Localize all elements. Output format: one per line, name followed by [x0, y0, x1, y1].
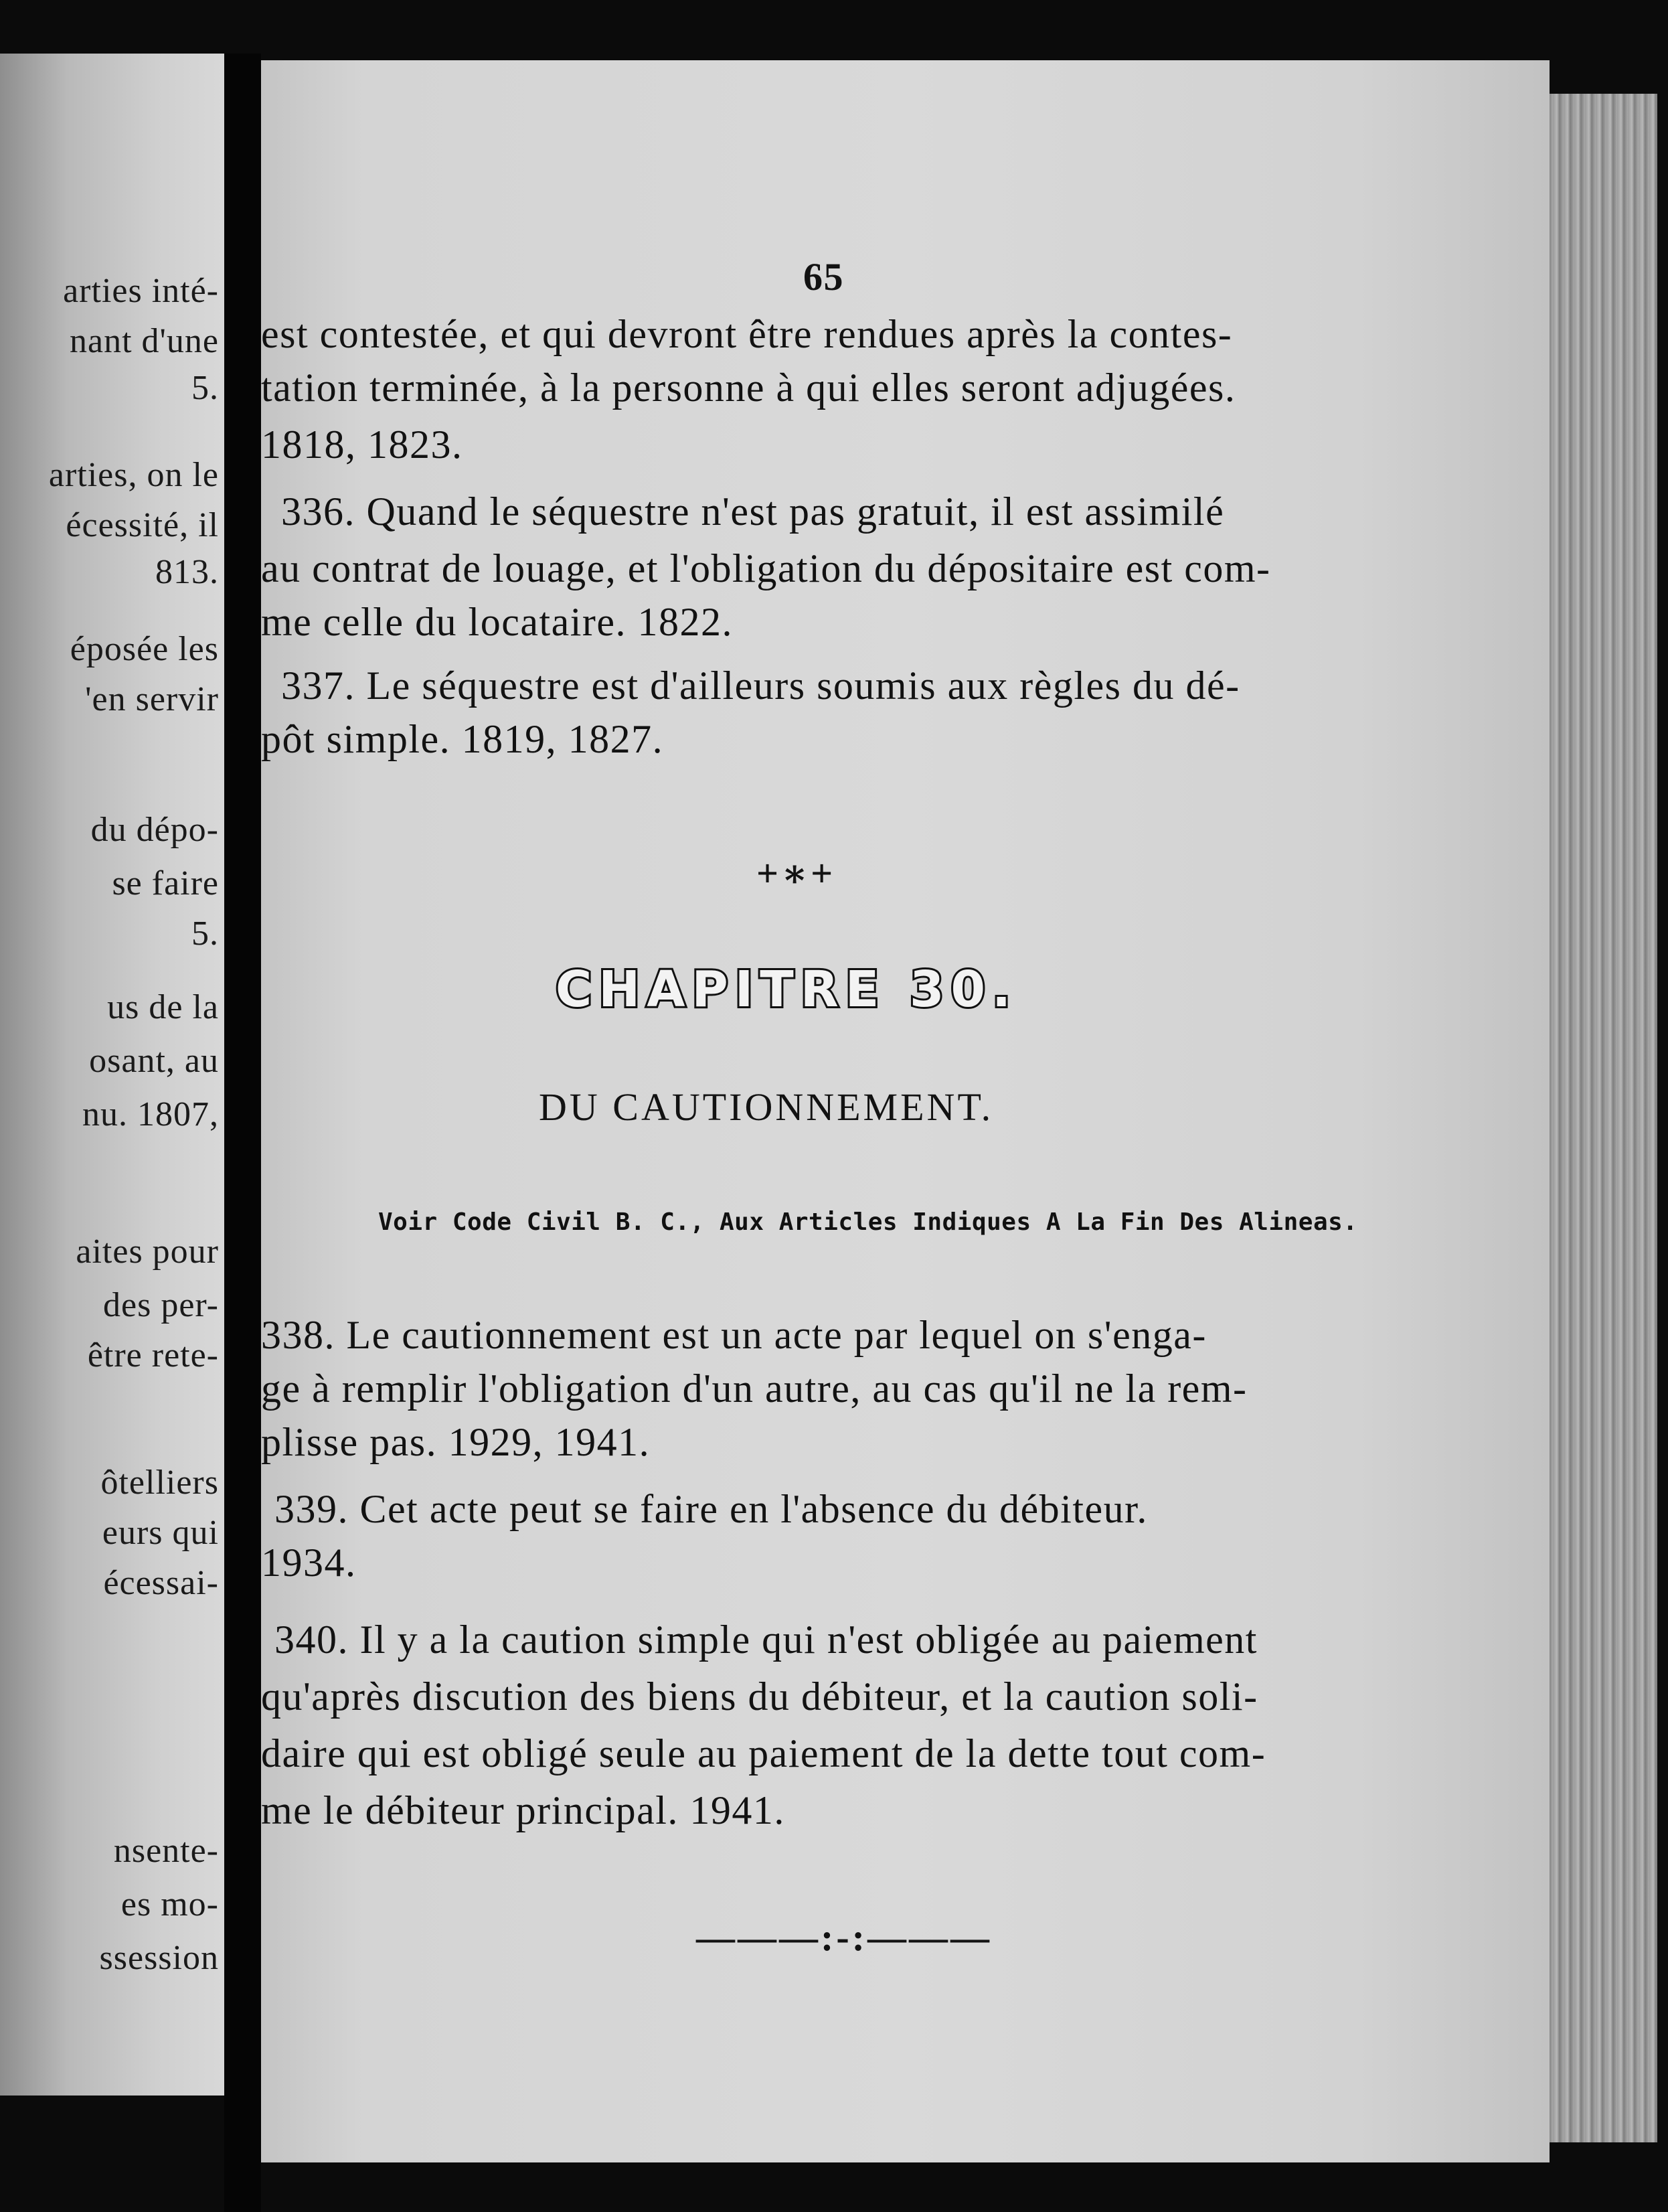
paragraph-line: 1818, 1823.: [261, 422, 463, 467]
left-page-line: osant, au: [89, 1042, 219, 1080]
left-page-line: eurs qui: [102, 1514, 219, 1552]
closing-rule: ———:-:———: [696, 1915, 992, 1959]
book-page: [261, 60, 1550, 2162]
left-page-line: 5.: [191, 915, 219, 953]
paragraph-line: au contrat de louage, et l'obligation du dépositaire est com-: [261, 546, 1271, 590]
facing-page-fragment: [0, 54, 224, 2096]
article-line: 340. Il y a la caution simple qui n'est obligée au paiement: [274, 1617, 1258, 1662]
paragraph-line: me celle du locataire. 1822.: [261, 600, 734, 644]
reference-note: Voir Code Civil B. C., Aux Articles Indiques A La Fin Des Alineas.: [378, 1208, 1358, 1236]
article-line: me le débiteur principal. 1941.: [261, 1788, 785, 1832]
left-page-line: éposée les: [70, 630, 219, 668]
left-page-line: es mo-: [120, 1885, 219, 1923]
left-page-line: être rete-: [87, 1336, 219, 1374]
left-page-line: ssession: [99, 1939, 219, 1977]
article-line: 338. Le cautionnement est un acte par lequel on s'enga-: [261, 1313, 1207, 1357]
article-line: ge à remplir l'obligation d'un autre, au cas qu'il ne la rem-: [261, 1366, 1248, 1411]
book-gutter: [224, 54, 261, 2212]
page-edges: [1539, 94, 1657, 2142]
left-page-line: aites pour: [76, 1233, 219, 1271]
left-page-line: nsente-: [113, 1832, 219, 1870]
article-line: plisse pas. 1929, 1941.: [261, 1420, 651, 1464]
left-page-line: ôtelliers: [100, 1464, 219, 1502]
paragraph-line: 337. Le séquestre est d'ailleurs soumis aux règles du dé-: [281, 663, 1240, 708]
left-page-line: se faire: [112, 864, 219, 902]
left-page-line: us de la: [107, 988, 219, 1026]
left-page-line: écessité, il: [66, 506, 219, 544]
left-page-line: arties inté-: [63, 272, 219, 310]
article-line: qu'après discution des biens du débiteur, et la caution soli-: [261, 1674, 1258, 1719]
left-page-line: écessai-: [103, 1564, 219, 1602]
chapter-heading: CHAPITRE 30.: [556, 961, 1018, 1018]
left-page-line: arties, on le: [48, 456, 219, 494]
left-page-line: nu. 1807,: [82, 1095, 219, 1133]
article-line: daire qui est obligé seule au paiement de la dette tout com-: [261, 1731, 1266, 1775]
page-number: 65: [803, 255, 844, 299]
left-page-line: nant d'une: [70, 322, 219, 360]
ornament-divider: +∗+: [756, 852, 836, 895]
paragraph-line: est contestée, et qui devront être rendues après la contes-: [261, 312, 1233, 356]
article-line: 1934.: [261, 1540, 357, 1585]
left-page-line: des per-: [103, 1286, 219, 1324]
left-page-line: 813.: [155, 553, 219, 591]
left-page-line: du dépo-: [90, 811, 219, 849]
paragraph-line: pôt simple. 1819, 1827.: [261, 717, 664, 761]
paragraph-line: tation terminée, à la personne à qui elles seront adjugées.: [261, 366, 1236, 410]
left-page-line: 'en servir: [85, 680, 219, 718]
section-heading: DU CAUTIONNEMENT.: [539, 1085, 994, 1129]
paragraph-line: 336. Quand le séquestre n'est pas gratuit, il est assimilé: [281, 489, 1225, 534]
left-page-line: 5.: [191, 369, 219, 407]
article-line: 339. Cet acte peut se faire en l'absence du débiteur.: [274, 1487, 1148, 1531]
